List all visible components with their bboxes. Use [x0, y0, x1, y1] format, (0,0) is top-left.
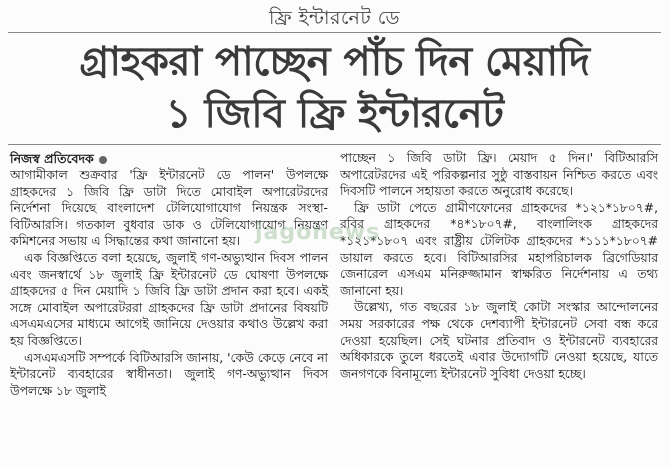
left-paragraph-3: এসএমএসটি সম্পর্কে বিটিআরসি জানায়, 'কেউ কেড়ে নেবে না ইন্টারনেট ব্যবহারের স্বাধীনতা। জুলাই গণ-অভ্যুত্থান দিবস উপলক্ষে ১৮ জুলাই [10, 350, 328, 398]
left-paragraph-2: এক বিজ্ঞপ্তিতে বলা হয়েছে, জুলাই গণ-অভ্যুত্থান দিবস পালন এবং জনস্বার্থে ১৮ জুলাই ফ্রি ইন্টারনেট ডে ঘোষণা উপলক্ষে গ্রাহকদের ৫ দিন মেয়াদি ১ জিবি ফ্রি ডাটা প্রদান করা হবে। একই সঙ্গে মোবাইল অপারেটররা গ্রাহকদের ফ্রি ডাটা প্রদানের বিষয়টি এসএমএসের মাধ্যমে আগেই জানিয়ে দেওয়ার কথাও উল্লেখ করা হয় বিজ্ঞপ্তিতে। [10, 250, 328, 348]
headline-line-2: ১ জিবি ফ্রি ইন্টারনেট [165, 91, 504, 137]
headline-line-1: গ্রাহকরা পাচ্ছেন পাঁচ দিন মেয়াদি [79, 39, 590, 85]
left-paragraph-1: আগামীকাল শুক্রবার 'ফ্রি ইন্টারনেট ডে পালন' উপলক্ষে গ্রাহকদের ১ জিবি ফ্রি ডাটা দিতে মোবাইল অপারেটরদের নির্দেশনা দিয়েছে বাংলাদেশ টেলিযোগাযোগ নিয়ন্ত্রক সংস্থা-বিটিআরসি। গতকাল বুধবার ডাক ও টেলিযোগাযোগ নিয়ন্ত্রণ কমিশনের সভায় এ সিদ্ধান্তের কথা জানানো হয়। [10, 168, 328, 249]
right-paragraph-3: উল্লেখ্য, গত বছরের ১৮ জুলাই কোটা সংস্কার আন্দোলনের সময় সরকারের পক্ষ থেকে দেশব্যাপী ইন্টারনেট সেবা বন্ধ করে দেওয়া হয়েছিল। সেই ঘটনার প্রতিবাদ ও ইন্টারনেট ব্যবহারের অধিকারকে তুলে ধরতেই এবার উদ্যোগটি নেওয়া হয়েছে, যাতে জনগণকে বিনামূল্যে ইন্টারনেট সুবিধা দেওয়া হচ্ছে। [340, 300, 658, 381]
article-column-left [10, 150, 328, 399]
byline-bullet-icon [99, 156, 107, 164]
right-paragraph-1: পাচ্ছেন ১ জিবি ডাটা ফ্রি। মেয়াদ ৫ দিন।' বিটিআরসি অপারেটরদের এই পরিকল্পনার সুষ্ঠু বাস্তবায়ন নিশ্চিত করতে এবং দিবসটি পালনে সহায়তা করতে অনুরোধ করেছে। [340, 151, 658, 199]
article-headline [0, 36, 669, 140]
kicker-divider [8, 32, 661, 33]
article-kicker: ফ্রি ইন্টারনেট ডে [269, 7, 400, 29]
watermark-logo: jagonews [255, 220, 381, 245]
article-column-right [340, 150, 658, 382]
byline [10, 150, 328, 167]
right-paragraph-2: ফ্রি ডাটা পেতে গ্রামীণফোনের গ্রাহকদের *১২১*১৮০৭#, রবির গ্রাহকদের *৪*১৮০৭#, বাংলালিংক গ্রাহকদের *১২১*১৮০৭ এবং রাষ্ট্রীয় টেলিটক গ্রাহকদের *১১১*১৮০৭# ডায়াল করতে হবে। বিটিআরসির মহাপরিচালক ব্রিগেডিয়ার জেনারেল এসএম মনিরুজ্জামান স্বাক্ষরিত নির্দেশনায় এ তথ্য জানানো হয়। [340, 200, 658, 298]
headline-divider [8, 144, 661, 145]
byline-text: নিজস্ব প্রতিবেদক [10, 151, 94, 166]
